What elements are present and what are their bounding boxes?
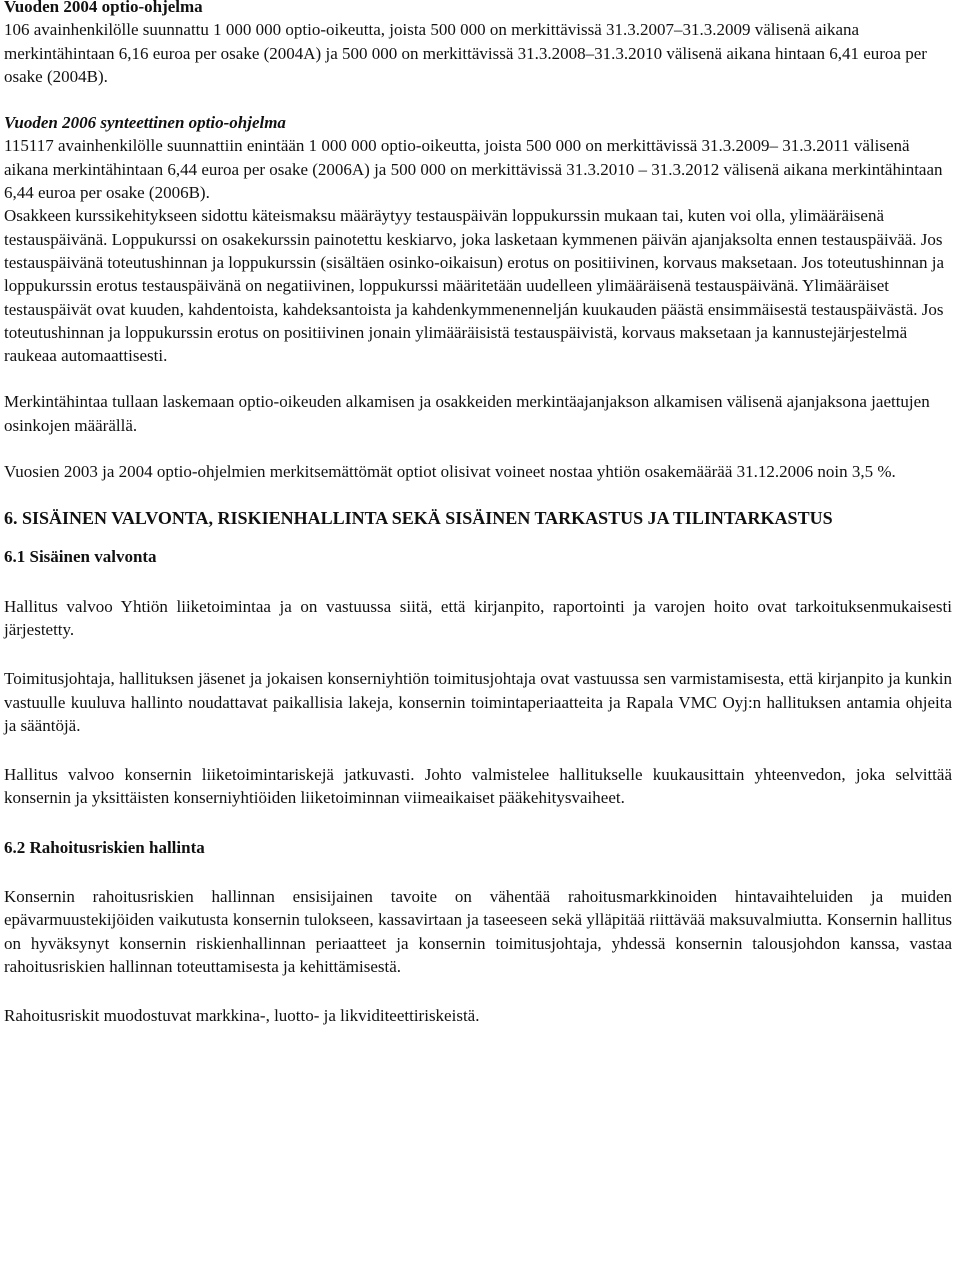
- section-2004-option-program: [4, 0, 952, 88]
- unsubscribed-options-paragraph: [4, 460, 952, 483]
- section-6-2-heading: 6.2 Rahoitusriskien hallinta: [4, 837, 205, 857]
- section-2006-text-details: Osakkeen kurssikehitykseen sidottu käteismaksu määräytyy testauspäivän loppukurssin mukaan tai, kuten voi olla, ylimääräisenä testauspäivänä. Loppukurssi on osakekurssin painotettu keskiarvo, joka lasketaan kymmenen päivän ajanjaksolta ennen testauspäivää. Jos testauspäivänä toteutushinnan ja loppukurssin (sisältäen osinko-oikaisun) erotus on positiivinen, korvaus maksetaan. Jos toteutushinnan ja loppukurssin erotus testauspäivänä on negatiivinen, loppukurssi määritetään uudelleen ylimääräisenä testauspäivänä. Ylimääräiset testauspäivät ovat kuuden, kahdentoista, kahdeksantoista ja kahdenkymmenennelján kuukauden päästä ensimmäisestä testauspäivästä. Jos toteutushinnan ja loppukurssin erotus on positiivinen jonain ylimääräisistä testauspäivistä, korvaus maksetaan ja kannustejärjestelmä raukeaa automaattisesti.: [4, 206, 945, 366]
- section-6-1-paragraph-2: Toimitusjohtaja, hallituksen jäsenet ja jokaisen konserniyhtiön toimitusjohtaja ovat vastuussa sen varmistamisesta, että kirjanpito ja kunkin vastuulle kuuluva hallinto noudattavat paikallisia lakeja, konsernin toimintaperiaatteita ja Rapala VMC Oyj:n hallituksen antamia ohjeita ja sääntöjä.: [4, 669, 952, 735]
- section-2004-text: 106 avainhenkilölle suunnattu 1 000 000 optio-oikeutta, joista 500 000 on merkittävissä 31.3.2007–31.3.2009 välisenä aikana merkintähintaan 6,16 euroa per osake (2004A) ja 500 000 on merkittävissä 31.3.2008–31.3.2010 välisenä aikana hintaan 6,41 euroa per osake (2004B).: [4, 20, 927, 86]
- subscription-price-paragraph: [4, 390, 952, 437]
- section-6-2-paragraph-1: Konsernin rahoitusriskien hallinnan ensisijainen tavoite on vähentää rahoitusmarkkinoiden hintavaihteluiden ja muiden epävarmuustekijöiden vaikutusta konsernin tulokseen, kassavirtaan ja taseeseen sekä ylläpitää riittävää maksuvalmiutta. Konsernin hallitus on hyväksynyt konsernin riskienhallinnan periaatteet ja konsernin toimitusjohtaja, yhdessä konsernin talousjohdon kanssa, vastaa rahoitusriskien hallinnan toteuttamisesta ja kehittämisestä.: [4, 887, 952, 976]
- document-page: [4, 0, 952, 1028]
- subscription-price-text: Merkintähintaa tullaan laskemaan optio-oikeuden alkamisen ja osakkeiden merkintäajanjakson alkamisen välisenä ajanjaksona jaettujen osinkojen määrällä.: [4, 392, 930, 435]
- section-2006-text: 115117 avainhenkilölle suunnattiin enintään 1 000 000 optio-oikeutta, joista 500 000 on merkittävissä 31.3.2009– 31.3.2011 välisenä aikana merkintähintaan 6,44 euroa per osake (2006A) ja 500 000 on merkittävissä 31.3.2010 – 31.3.2012 välisenä aikana merkintähintaan 6,44 euroa per osake (2006B).: [4, 136, 943, 203]
- section-6-heading: 6. SISÄINEN VALVONTA, RISKIENHALLINTA SEKÄ SISÄINEN TARKASTUS JA TILINTARKASTUS: [4, 508, 833, 529]
- section-2004-heading: Vuoden 2004 optio-ohjelma: [4, 0, 203, 16]
- unsubscribed-options-text: Vuosien 2003 ja 2004 optio-ohjelmien merkitsemättömät optiot olisivat voineet nostaa yhtiön osakemäärää 31.12.2006 noin 3,5 %.: [4, 462, 896, 482]
- section-6-1-heading: 6.1 Sisäinen valvonta: [4, 547, 157, 567]
- section-2006-heading: Vuoden 2006 synteettinen optio-ohjelma: [4, 113, 286, 133]
- section-6-2-paragraph-2: Rahoitusriskit muodostuvat markkina-, luotto- ja likviditeettiriskeistä.: [4, 1006, 480, 1026]
- section-2006-option-program: [4, 111, 952, 367]
- section-6: [4, 506, 952, 1027]
- section-6-1-paragraph-1: Hallitus valvoo Yhtiön liiketoimintaa ja on vastuussa siitä, että kirjanpito, raportointi ja varojen hoito ovat tarkoituksenmukaisesti järjestetty.: [4, 596, 952, 639]
- section-6-1-paragraph-3: Hallitus valvoo konsernin liiketoimintariskejä jatkuvasti. Johto valmistelee hallitukselle kuukausittain yhteenvedon, joka selvittää konsernin ja yksittäisten konserniyhtiöiden liiketoiminnan viimeaikaiset pääkehitysvaiheet.: [4, 765, 952, 808]
